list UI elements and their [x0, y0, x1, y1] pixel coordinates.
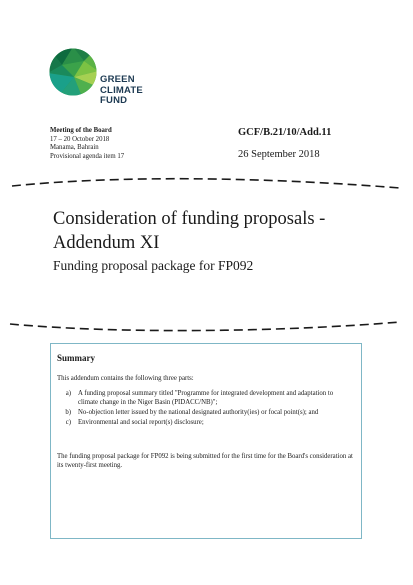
- meeting-agenda-item: Provisional agenda item 17: [50, 152, 125, 160]
- list-marker: b): [65, 409, 71, 417]
- list-item: [57, 389, 353, 407]
- wordmark-line-1: GREEN: [100, 74, 135, 85]
- list-item-text: No-objection letter issued by the national designated authority(ies) or focal point(s); and: [78, 409, 319, 417]
- list-item-text: A funding proposal summary titled "Programme for integrated development and adaptation to climate change in the Niger Basin (PIDACC/NB)";: [78, 390, 334, 407]
- page-subtitle: Funding proposal package for FP092: [53, 258, 254, 273]
- summary-closing: The funding proposal package for FP092 is being submitted for the first time for the Board's consideration at its twenty-first meeting.: [57, 453, 353, 470]
- list-marker: a): [65, 390, 71, 397]
- list-item: [57, 408, 353, 417]
- top-wave-divider: [0, 172, 413, 194]
- gcf-wordmark: [100, 75, 143, 107]
- wordmark-line-3: FUND: [100, 95, 128, 106]
- meeting-dates: 17 – 20 October 2018: [50, 135, 110, 143]
- document-date: 26 September 2018: [238, 149, 320, 160]
- gcf-logo: [48, 47, 158, 109]
- summary-list: [57, 389, 353, 428]
- list-item: [57, 418, 353, 427]
- list-item-text: Environmental and social report(s) disclosure;: [78, 419, 204, 427]
- wordmark-line-2: CLIMATE: [100, 84, 143, 96]
- list-marker: c): [65, 419, 71, 427]
- summary-intro: This addendum contains the following three parts:: [57, 375, 194, 382]
- meeting-title: Meeting of the Board: [50, 127, 112, 134]
- document-symbol: GCF/B.21/10/Add.11: [238, 127, 332, 138]
- meeting-info: [50, 127, 124, 161]
- page-title: Consideration of funding proposals - Addendum XI: [53, 209, 326, 253]
- summary-box: [50, 343, 362, 539]
- gcf-globe-icon: [48, 47, 98, 97]
- meeting-location: Manama, Bahrain: [50, 144, 99, 152]
- summary-heading: Summary: [57, 353, 95, 363]
- bottom-wave-divider: [0, 314, 413, 336]
